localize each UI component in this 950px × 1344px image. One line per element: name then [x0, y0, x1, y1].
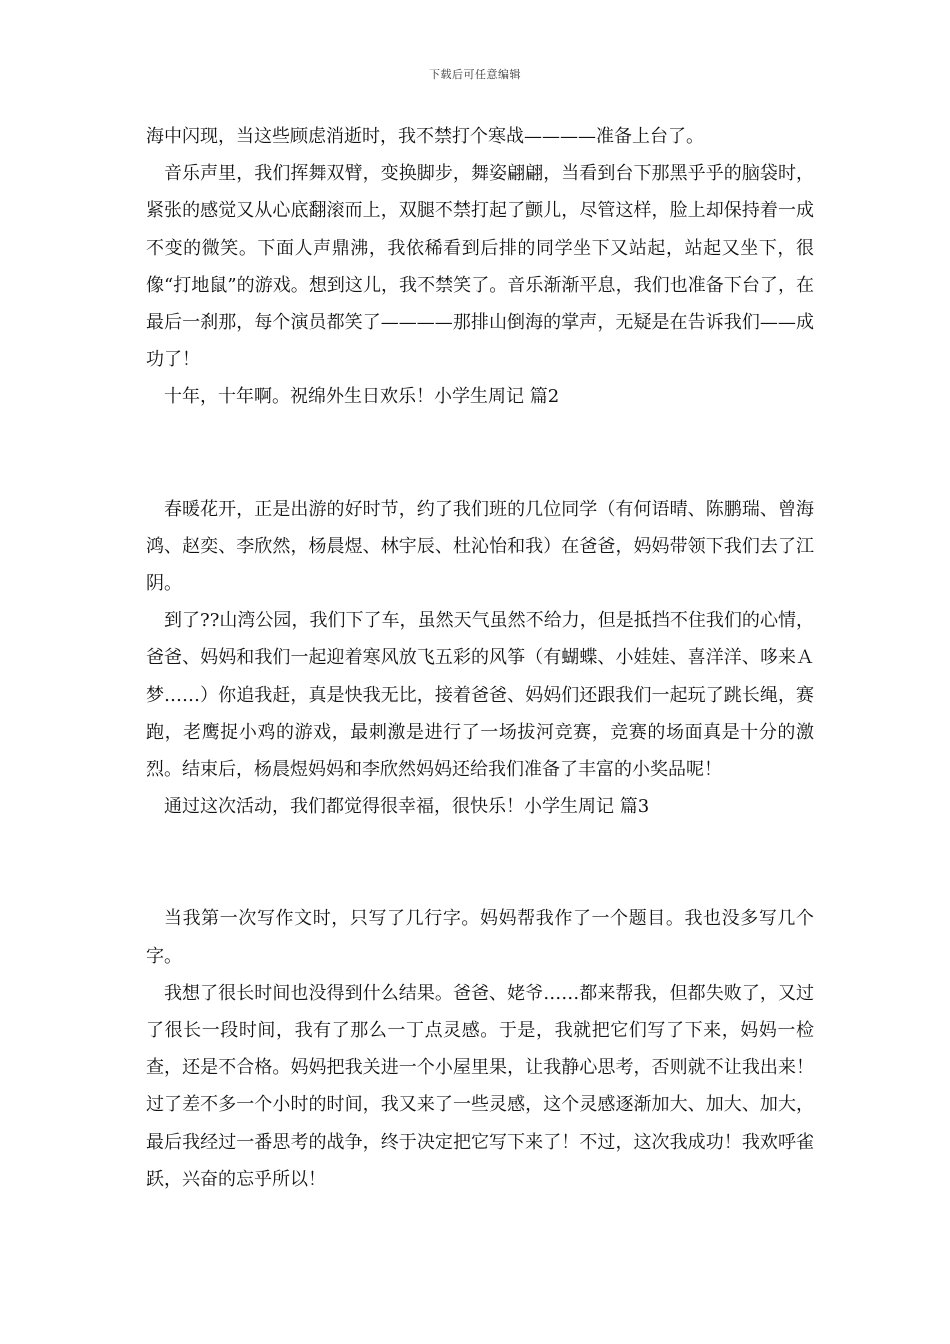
section-gap-1 [146, 416, 814, 491]
section-end-line-2: 通过这次活动，我们都觉得很幸福，很快乐！小学生周记 篇3 [164, 796, 650, 818]
document-body [146, 118, 814, 1198]
section-end-line-1: 十年，十年啊。祝绵外生日欢乐！小学生周记 篇2 [164, 386, 560, 408]
paragraph-5: 当我第一次写作文时，只写了几行字。妈妈帮我作了一个题目。我也没多写几个字。 [146, 908, 814, 967]
page-header: 下载后可任意编辑 [429, 68, 521, 81]
paragraph-1: 海中闪现，当这些顾虑消逝时，我不禁打个寒战————准备上台了。 [146, 126, 704, 147]
section-gap-2 [146, 825, 814, 900]
paragraph-6: 我想了很长时间也没得到什么结果。爸爸、姥爷……都来帮我，但都失败了，又过了很长一段时间，我有了那么一丁点灵感。于是，我就把它们写了下来，妈妈一检查，还是不合格。妈妈把我关进一个小屋里果，让我静心思考，否则就不让我出来！过了差不多一个小时的时间，我又来了一些灵感，这个灵感逐渐加大、加大、加大，最后我经过一番思考的战争，终于决定把它写下来了！不过，这次我成功！我欢呼雀跃，兴奋的忘乎所以！ [146, 982, 814, 1190]
paragraph-3: 春暖花开，正是出游的好时节，约了我们班的几位同学（有何语晴、陈鹏瑞、曾海鸿、赵奕、李欣然，杨晨煜、林宇辰、杜沁怡和我）在爸爸，妈妈带领下我们去了江阴。 [146, 498, 814, 595]
paragraph-4: 到了??山湾公园，我们下了车，虽然天气虽然不给力，但是抵挡不住我们的心情，爸爸、妈妈和我们一起迎着寒风放飞五彩的风筝（有蝴蝶、小娃娃、喜洋洋、哆来Ａ梦……）你追我赶，真是快我无比，接着爸爸、妈妈们还跟我们一起玩了跳长绳，赛跑，老鹰捉小鸡的游戏，最刺激是进行了一场拔河竞赛，竞赛的场面真是十分的激烈。结束后，杨晨煜妈妈和李欣然妈妈还给我们准备了丰富的小奖品呢！ [146, 610, 814, 781]
paragraph-2: 音乐声里，我们挥舞双臂，变换脚步，舞姿翩翩，当看到台下那黑乎乎的脑袋时，紧张的感觉又从心底翻滚而上，双腿不禁打起了颤儿，尽管这样，脸上却保持着一成不变的微笑。下面人声鼎沸，我依稀看到后排的同学坐下又站起，站起又坐下，很像“打地鼠”的游戏。想到这儿，我不禁笑了。音乐渐渐平息，我们也准备下台了，在最后一刹那，每个演员都笑了————那排山倒海的掌声，无疑是在告诉我们——成功了！ [146, 163, 814, 371]
